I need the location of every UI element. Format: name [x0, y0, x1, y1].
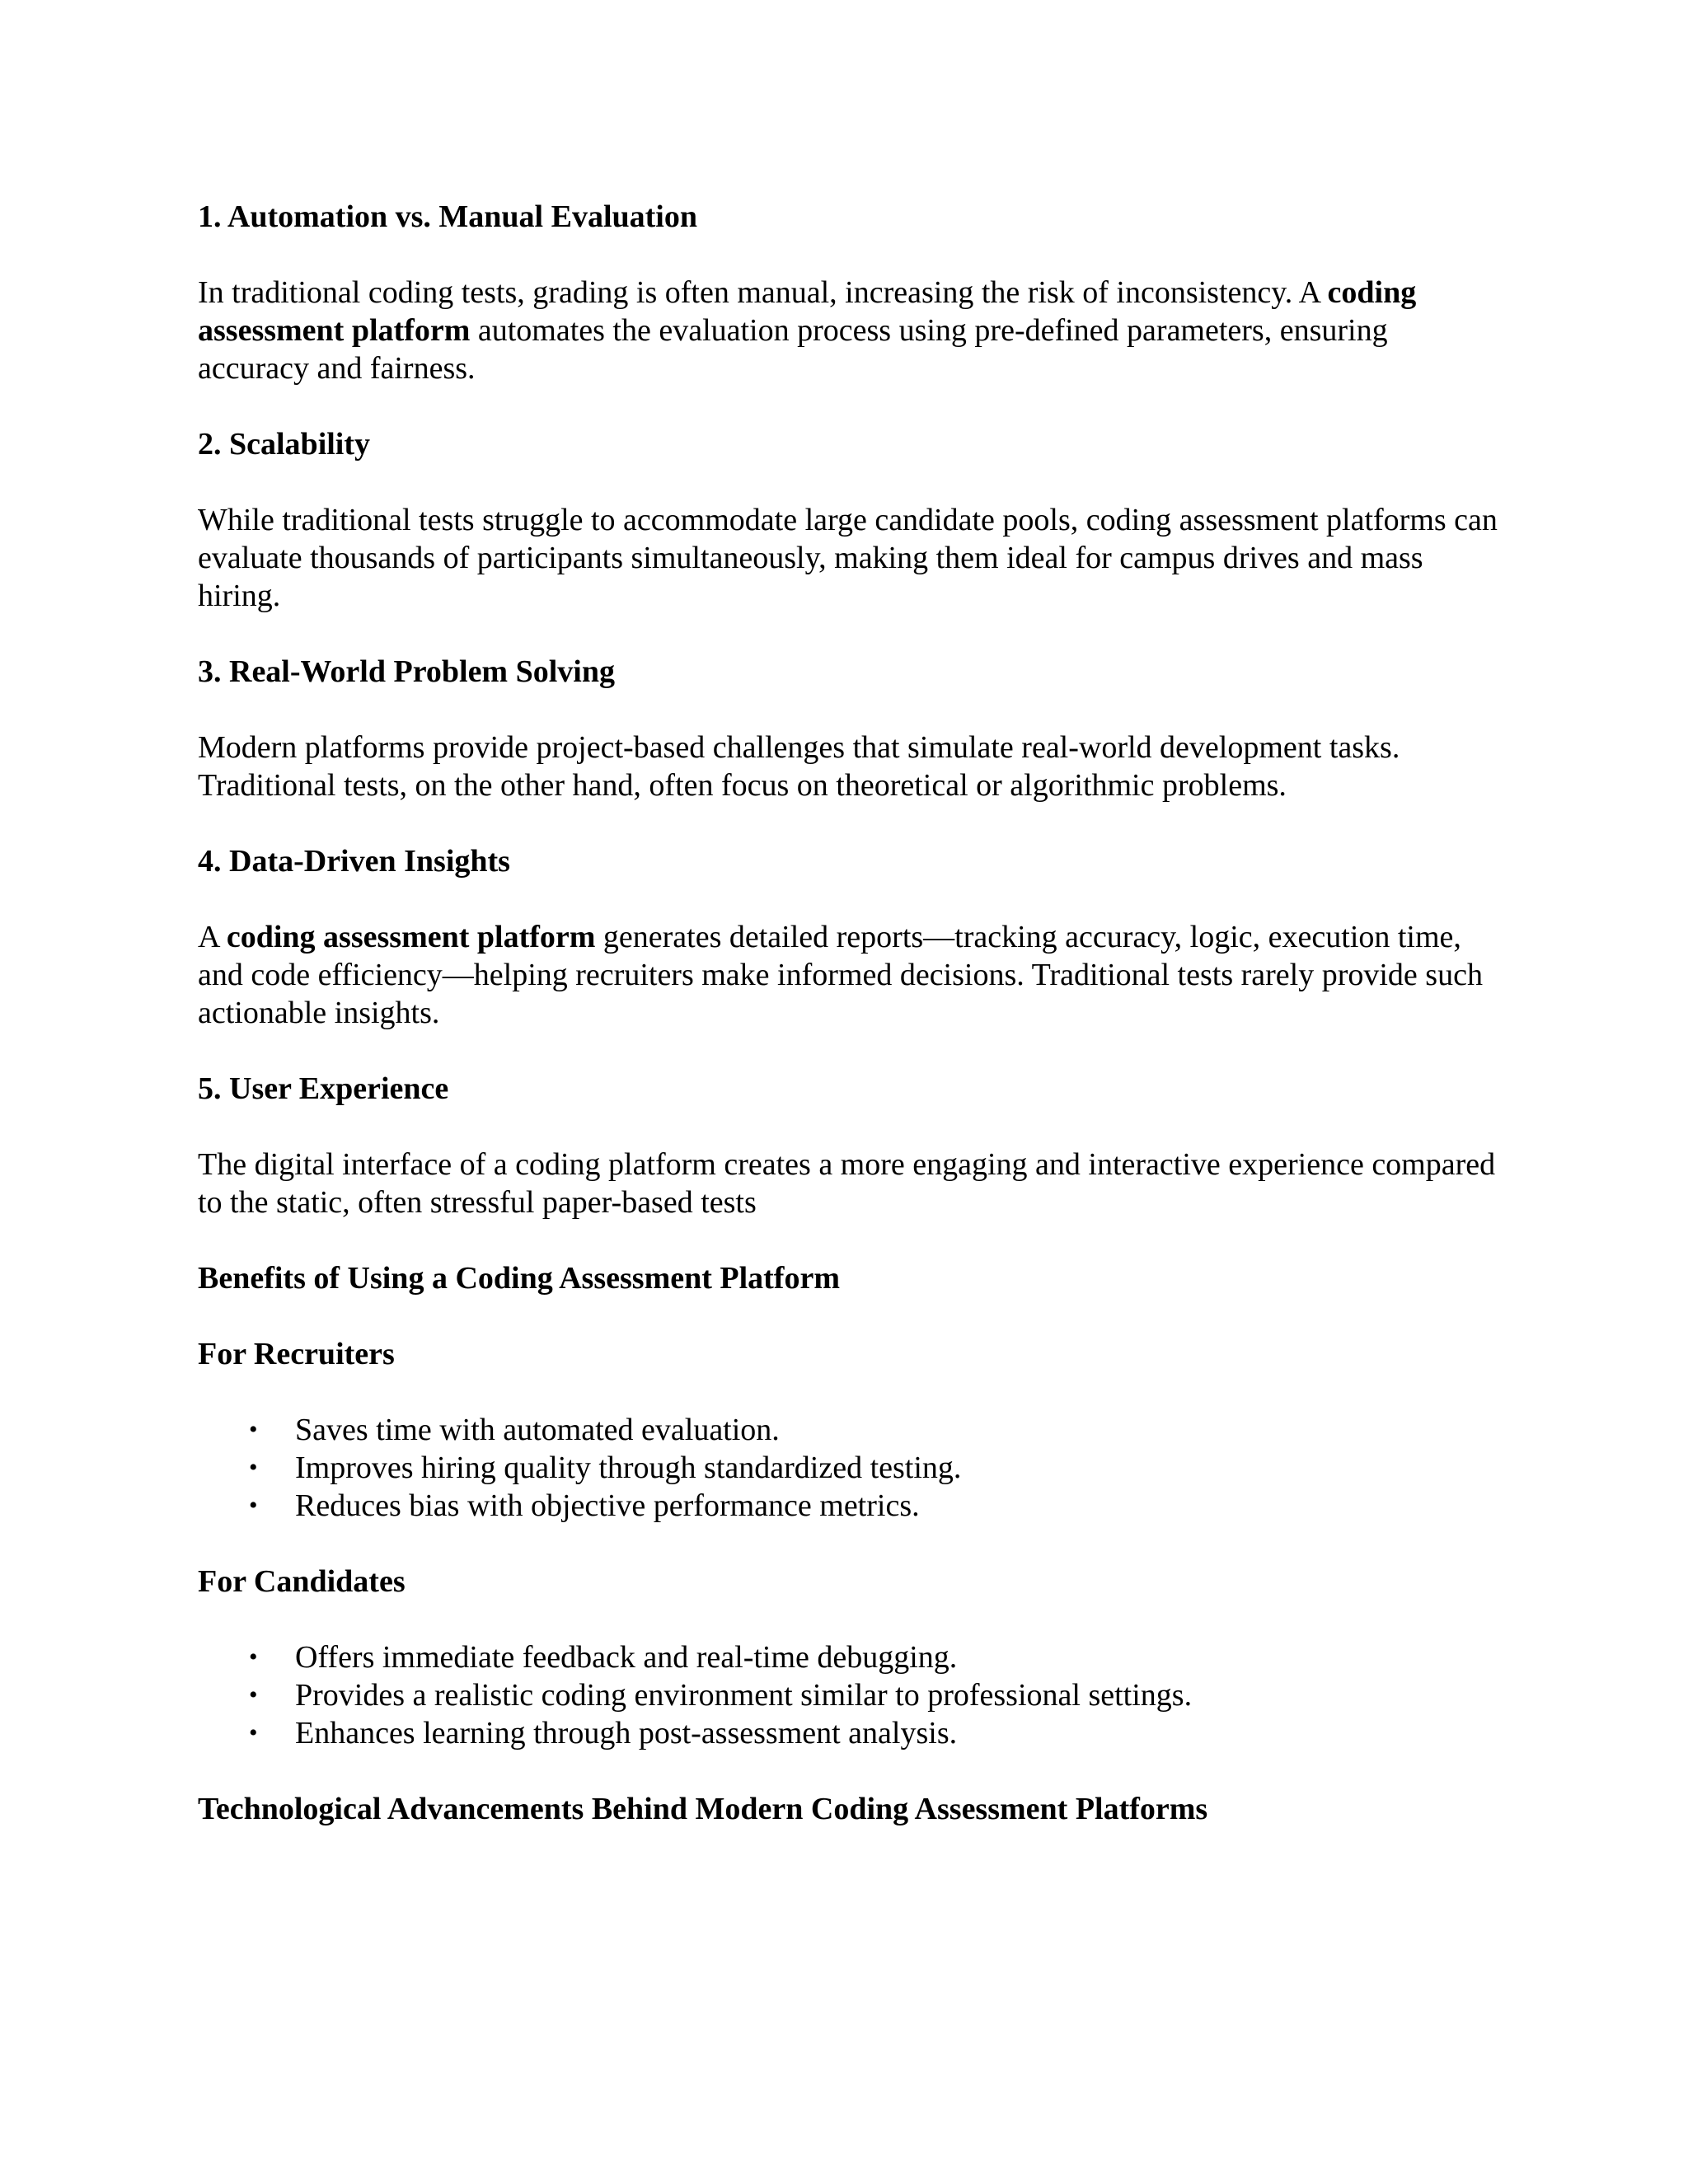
list-item — [198, 1714, 1500, 1752]
paragraph-text: automates the evaluation process using pre-defined parameters, ensuring accuracy and fairness. — [198, 313, 1388, 386]
candidates-list — [198, 1638, 1500, 1752]
list-item-text: Saves time with automated evaluation. — [295, 1413, 780, 1447]
document-content — [198, 198, 1500, 1866]
bullet-icon: • — [249, 1681, 258, 1708]
list-item-text: Improves hiring quality through standardized testing. — [295, 1451, 962, 1485]
paragraph-text: A — [198, 920, 227, 954]
list-item-text: Enhances learning through post-assessment analysis. — [295, 1716, 958, 1750]
paragraph-text: In traditional coding tests, grading is often manual, increasing the risk of inconsistency. A — [198, 275, 1328, 310]
paragraph-text: generates detailed reports—tracking accuracy, logic, execution time, and code efficiency—helping recruiters make informed decisions. Traditional tests rarely provide such actionable insights. — [198, 920, 1483, 1030]
list-item-text: Reduces bias with objective performance metrics. — [295, 1488, 920, 1523]
benefits-heading: Benefits of Using a Coding Assessment Platform — [198, 1261, 840, 1296]
section-heading-real-world: 3. Real-World Problem Solving — [198, 654, 615, 689]
paragraph-bold-term: coding assessment platform — [226, 920, 596, 954]
section-paragraph-user-experience: The digital interface of a coding platform creates a more engaging and interactive experience compared to the static, often stressful paper-based tests — [198, 1147, 1496, 1220]
list-item — [198, 1449, 1500, 1487]
section-heading-automation: 1. Automation vs. Manual Evaluation — [198, 199, 697, 234]
list-item — [198, 1676, 1500, 1714]
bullet-icon: • — [249, 1492, 258, 1519]
section-paragraph-scalability: While traditional tests struggle to accommodate large candidate pools, coding assessment platforms can evaluate thousands of participants simultaneously, making them ideal for campus drives and mass hiring. — [198, 503, 1498, 613]
technological-advancements-heading: Technological Advancements Behind Modern Coding Assessment Platforms — [198, 1792, 1208, 1826]
paragraph-bold-term: coding assessment platform — [198, 275, 1417, 348]
list-item — [198, 1638, 1500, 1676]
list-item — [198, 1487, 1500, 1525]
section-heading-data-driven: 4. Data-Driven Insights — [198, 844, 510, 879]
candidates-heading: For Candidates — [198, 1564, 406, 1599]
bullet-icon: • — [249, 1643, 258, 1671]
bullet-icon: • — [249, 1719, 258, 1746]
list-item-text: Offers immediate feedback and real-time debugging. — [295, 1640, 958, 1675]
bullet-icon: • — [249, 1416, 258, 1443]
section-paragraph-real-world: Modern platforms provide project-based challenges that simulate real-world development tasks. Traditional tests, on the other hand, often focus on theoretical or algorithmic problems. — [198, 730, 1400, 803]
list-item — [198, 1411, 1500, 1449]
bullet-icon: • — [249, 1454, 258, 1481]
list-item-text: Provides a realistic coding environment similar to professional settings. — [295, 1678, 1193, 1713]
section-paragraph-automation — [198, 274, 1500, 387]
section-heading-scalability: 2. Scalability — [198, 427, 371, 462]
recruiters-list — [198, 1411, 1500, 1525]
section-paragraph-data-driven — [198, 918, 1500, 1032]
recruiters-heading: For Recruiters — [198, 1337, 395, 1371]
section-heading-user-experience: 5. User Experience — [198, 1071, 449, 1106]
